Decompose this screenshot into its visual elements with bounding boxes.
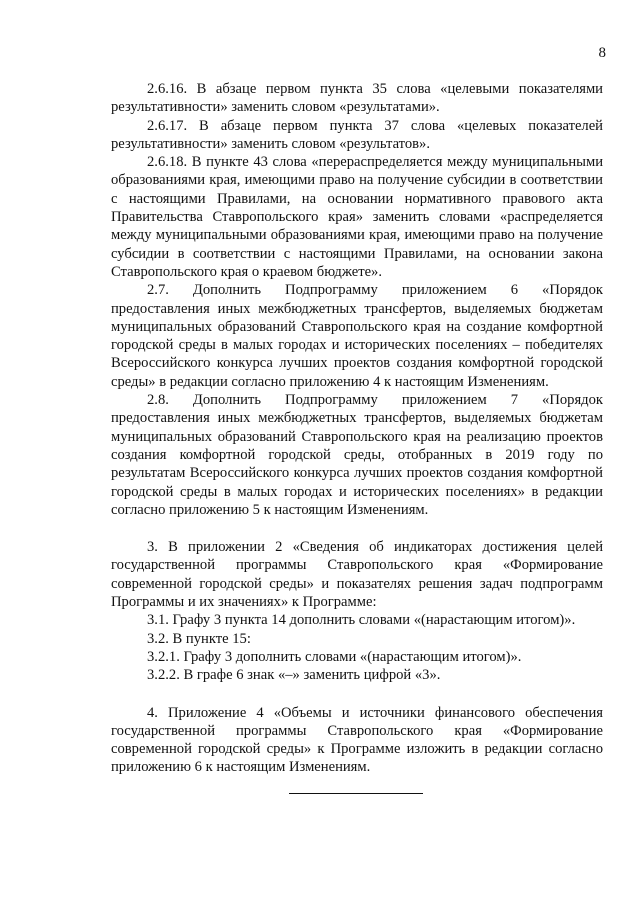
page-number: 8	[598, 45, 606, 61]
subitem-3-2-1: 3.2.1. Графу 3 дополнить словами «(нарастающим итогом)».	[147, 648, 522, 665]
document-body	[111, 80, 603, 777]
paragraph-4: 4. Приложение 4 «Объемы и источники финансового обеспечения государственной программы Ставропольского края «Формирование современной городской среды» к Программе изложить в редакции согласно приложению 6 к настоящим Изменениям.	[111, 704, 603, 776]
paragraph-2-8: 2.8. Дополнить Подпрограмму приложением 7 «Порядок предоставления иных межбюджетных трансфертов, выделяемых бюджетам муниципальных образований Ставропольского края на реализацию проектов создания комфортной городской среды, отобранных в 2019 году по результатам Всероссийского конкурса лучших проектов создания комфортной городской среды в малых городах и исторических поселениях» в редакции согласно приложению 5 к настоящим Изменениям.	[111, 392, 603, 518]
paragraph-2-7: 2.7. Дополнить Подпрограмму приложением 6 «Порядок предоставления иных межбюджетных трансфертов, выделяемых бюджетам муниципальных образований Ставропольского края на создание комфортной городской среды в малых городах и исторических поселениях – победителях Всероссийского конкурса лучших проектов создания комфортной городской среды» в редакции согласно приложению 4 к настоящим Изменениям.	[111, 282, 603, 390]
paragraph-2-6-17: 2.6.17. В абзаце первом пункта 37 слова «целевых показателей результативности» заменить словом «результатов».	[111, 117, 603, 152]
paragraph-2-6-16: 2.6.16. В абзаце первом пункта 35 слова «целевыми показателями результативности» заменить словом «результатами».	[111, 81, 603, 116]
subitem-3-2: 3.2. В пункте 15:	[147, 630, 251, 647]
paragraph-3: 3. В приложении 2 «Сведения об индикаторах достижения целей государственной программы Ставропольского края «Формирование современной городской среды» и показателях решения задач подпрограмм Программы и их значениях» к Программе:	[111, 539, 603, 611]
closing-rule	[289, 793, 423, 794]
paragraph-2-6-18: 2.6.18. В пункте 43 слова «перераспределяется между муниципальными образованиями края, имеющими право на получение субсидии в соответствии с настоящими Правилами, на основании нормативного правового акта Правительства Ставропольского края» заменить словами «распределяется между муниципальными образованиями края, имеющими право на получение субсидии в соответствии с настоящими Правилами, на основании закона Ставропольского края о краевом бюджете».	[111, 154, 603, 280]
subitem-3-1: 3.1. Графу 3 пункта 14 дополнить словами «(нарастающим итогом)».	[147, 612, 576, 629]
subitem-3-2-2: 3.2.2. В графе 6 знак «–» заменить цифрой «3».	[147, 667, 441, 684]
